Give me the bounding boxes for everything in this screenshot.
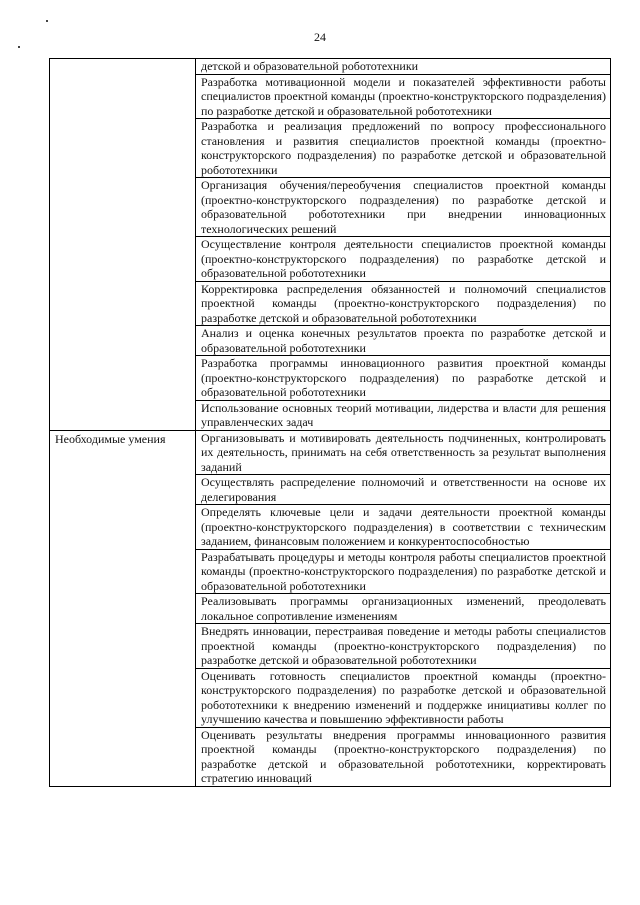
skills-label-cell — [50, 430, 196, 786]
table-cell: детской и образовательной робототехники — [196, 59, 611, 75]
table-cell: Оценивать результаты внедрения программы инновационного развития проектной команды (проектно-конструкторского подразделения) по разработке детской и образовательной робототехники, корректировать стратегию инноваций — [196, 727, 611, 786]
table-cell: Оценивать готовность специалистов проектной команды (проектно-конструкторского подразделения) по разработке детской и образовательной робототехники к внедрению изменений и поддержке инициативы коллег по улучшению качества и повышению эффективности работы — [196, 668, 611, 727]
page-number: 24 — [314, 30, 326, 44]
table-row — [50, 59, 611, 75]
table-cell: Корректировка распределения обязанностей и полномочий специалистов проектной команды (проектно-конструкторского подразделения) по разработке детской и образовательной робототехники — [196, 281, 611, 326]
table-cell: Осуществление контроля деятельности специалистов проектной команды (проектно-конструкторского подразделения) по разработке детской и образовательной робототехники — [196, 237, 611, 282]
skills-label: Необходимые умения — [55, 431, 166, 446]
table-cell: Анализ и оценка конечных результатов проекта по разработке детской и образовательной робототехники — [196, 326, 611, 356]
table-cell: Организовывать и мотивировать деятельность подчиненных, контролировать их деятельность, принимать на себя ответственность за результат выполнения заданий — [196, 430, 611, 475]
empty-label-cell — [50, 59, 196, 431]
scan-speck — [18, 46, 20, 48]
competency-table — [49, 58, 611, 787]
table-cell: Разработка программы инновационного развития проектной команды (проектно-конструкторского подразделения) по разработке детской и образовательной робототехники — [196, 356, 611, 401]
table-cell: Разрабатывать процедуры и методы контроля работы специалистов проектной команды (проектно-конструкторского подразделения) по разработке детской и образовательной робототехники — [196, 549, 611, 594]
table-cell: Разработка мотивационной модели и показателей эффективности работы специалистов проектной команды (проектно-конструкторского подразделения) по разработке детской и образовательной робототехники — [196, 74, 611, 119]
table-cell: Разработка и реализация предложений по вопросу профессионального становления и развития специалистов проектной команды (проектно-конструкторского подразделения) по разработке детской и образовательной робототехники — [196, 119, 611, 178]
table-row — [50, 430, 611, 475]
table-cell: Реализовывать программы организационных изменений, преодолевать локальное сопротивление изменениям — [196, 594, 611, 624]
table-cell: Внедрять инновации, перестраивая поведение и методы работы специалистов проектной команды (проектно-конструкторского подразделения) по разработке детской и образовательной робототехники — [196, 624, 611, 669]
table-cell: Организация обучения/переобучения специалистов проектной команды (проектно-конструкторского подразделения) по разработке детской и образовательной робототехники при внедрении инновационных технологических решений — [196, 178, 611, 237]
table-cell: Осуществлять распределение полномочий и ответственности на основе их делегирования — [196, 475, 611, 505]
table-cell: Использование основных теорий мотивации, лидерства и власти для решения управленческих задач — [196, 400, 611, 430]
table-cell: Определять ключевые цели и задачи деятельности проектной команды (проектно-конструкторского подразделения) в соответствии с техническим заданием, финансовым положением и конкурентоспособностью — [196, 505, 611, 550]
scan-speck — [46, 20, 48, 22]
